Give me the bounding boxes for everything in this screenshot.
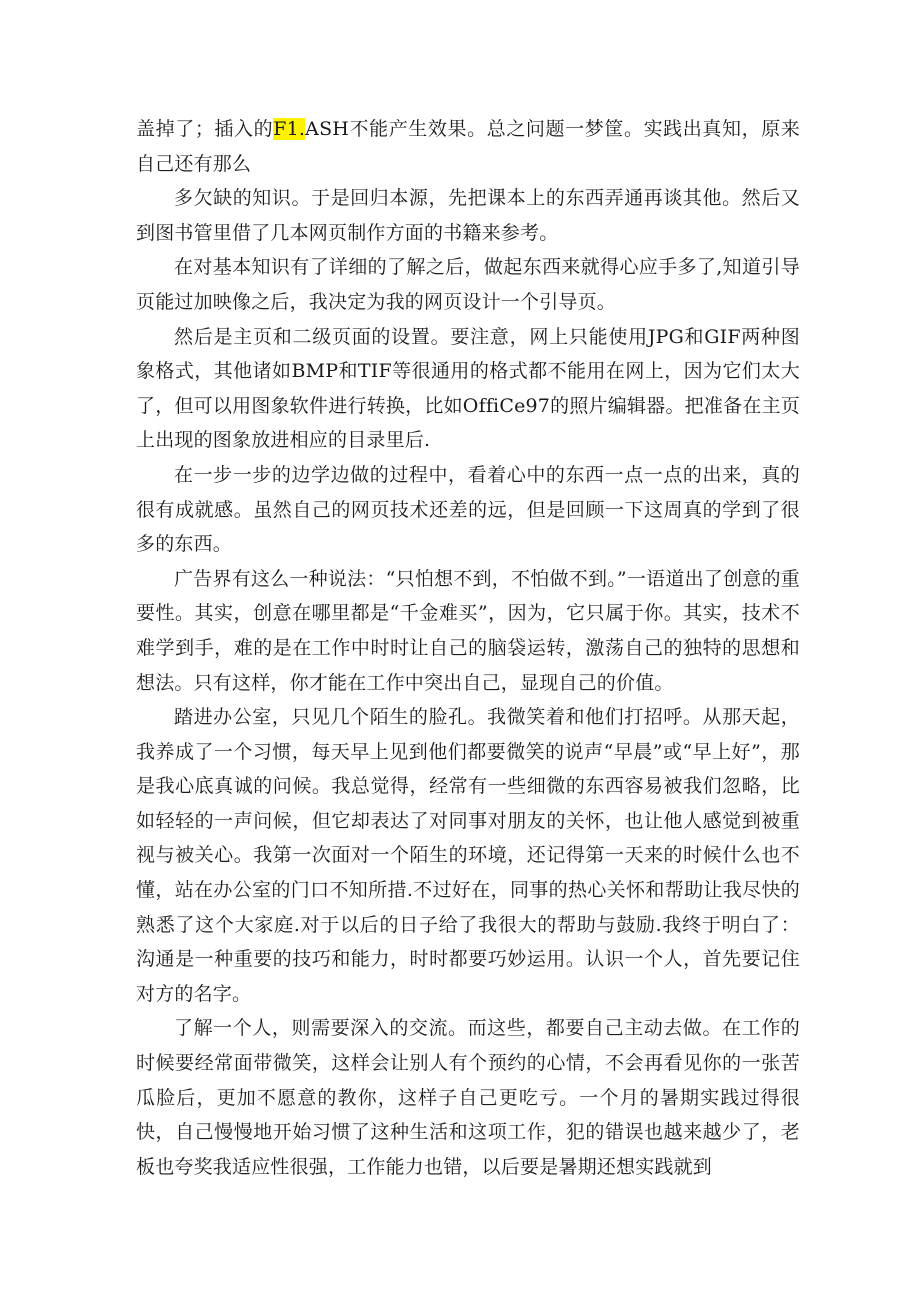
document-page [136, 112, 800, 1184]
paragraph-4: 在一步一步的边学边做的过程中，看着心中的东西一点一点的出来，真的很有成就感。虽然自己的网页技术还差的远，但是回顾一下这周真的学到了很多的东西。 [136, 463, 800, 556]
paragraph-5: 广告界有这么一种说法：“只怕想不到，不怕做不到。”一语道出了创意的重要性。其实，创意在哪里都是“千金难买”，因为，它只属于你。其实，技术不难学到手，难的是在工作中时时让自己的脑袋运转，激荡自己的独特的思想和想法。只有这样，你才能在工作中突出自己，显现自己的价值。 [136, 567, 800, 694]
paragraph-6: 踏进办公室，只见几个陌生的脸孔。我微笑着和他们打招呼。从那天起，我养成了一个习惯，每天早上见到他们都要微笑的说声“早晨”或“早上好”，那是我心底真诚的问候。我总觉得，经常有一些细微的东西容易被我们忽略，比如轻轻的一声问候，但它却表达了对同事对朋友的关怀，也让他人感觉到被重视与被关心。我第一次面对一个陌生的环境，还记得第一天来的时候什么也不懂，站在办公室的门口不知所措.不过好在，同事的热心关怀和帮助让我尽快的熟悉了这个大家庭.对于以后的日子给了我很大的帮助与鼓励.我终于明白了：沟通是一种重要的技巧和能力，时时都要巧妙运用。认识一个人，首先要记住对方的名字。 [136, 706, 800, 1005]
intro-text-start: 盖掉了；插入的 [136, 118, 274, 140]
paragraph-2: 在对基本知识有了详细的了解之后，做起东西来就得心应手多了,知道引导页能过加映像之后，我决定为我的网页设计一个引导页。 [136, 256, 800, 313]
intro-text-end: ASH不能产生效果。总之问题一梦筐。实践出真知，原来自己还有那么 [136, 118, 800, 175]
paragraph-intro [136, 112, 800, 181]
paragraph-3: 然后是主页和二级页面的设置。要注意，网上只能使用JPG和GIF两种图象格式，其他诸如BMP和TIF等很通用的格式都不能用在网上，因为它们太大了，但可以用图象软件进行转换，比如OffiCe97的照片编辑器。把准备在主页上出现的图象放进相应的目录里后. [136, 325, 800, 452]
paragraph-1: 多欠缺的知识。于是回归本源，先把课本上的东西弄通再谈其他。然后又到图书管里借了几本网页制作方面的书籍来参考。 [136, 187, 800, 244]
highlighted-text: F1. [273, 118, 306, 140]
paragraph-7: 了解一个人，则需要深入的交流。而这些，都要自己主动去做。在工作的时候要经常面带微笑，这样会让别人有个预约的心情，不会再看见你的一张苦瓜脸后，更加不愿意的教你，这样子自己更吃亏。一个月的暑期实践过得很快，自己慢慢地开始习惯了这种生活和这项工作，犯的错误也越来越少了，老板也夸奖我适应性很强，工作能力也错，以后要是暑期还想实践就到 [136, 1017, 800, 1178]
